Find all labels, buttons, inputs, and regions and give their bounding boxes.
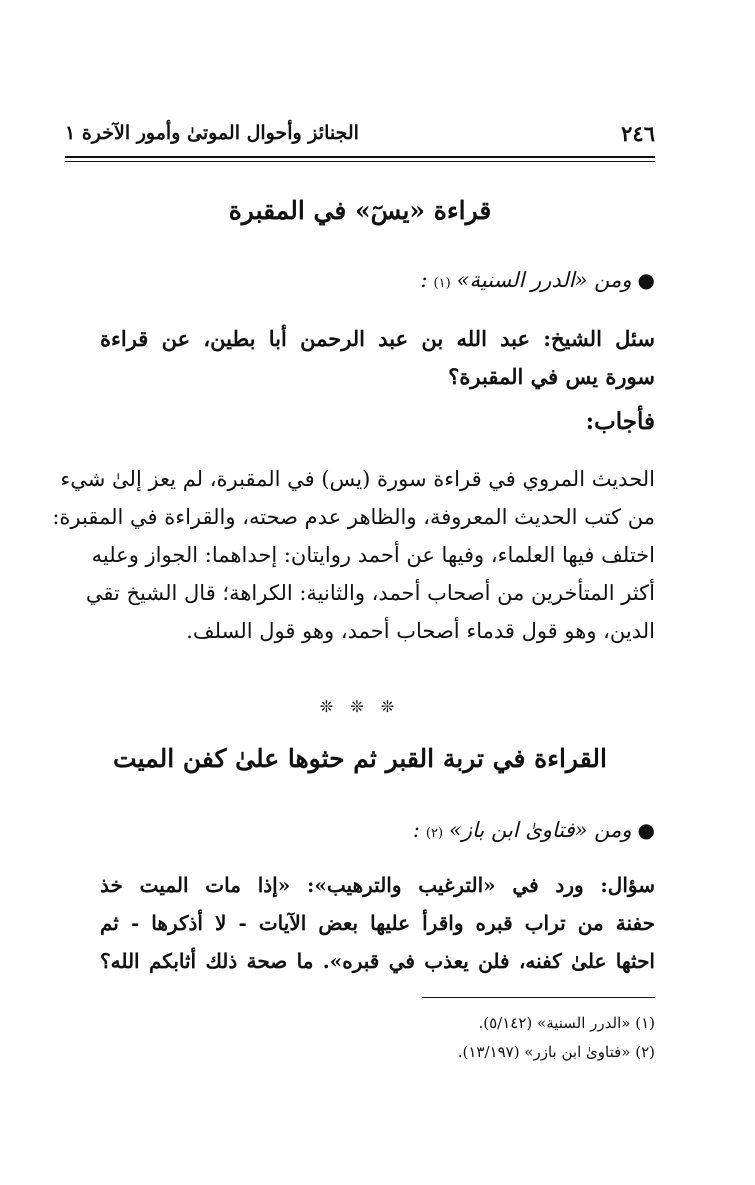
answer-line: الدين، وهو قول قدماء أصحاب أحمد، وهو قول السلف. [186,619,655,643]
question-paragraph-2 [100,866,655,980]
question-line: سورة يس في المقبرة؟ [448,364,655,389]
page-header [65,118,655,148]
source-title: ومن «فتاوىٰ ابن باز» [449,818,632,842]
answer-line: من كتب الحديث المعروفة، والظاهر عدم صحته، والقراءة في المقبرة: [52,505,655,529]
answer-line: اختلف فيها العلماء، وفيها عن أحمد روايتان: إحداهما: الجواز وعليه [91,543,655,567]
source-colon: : [420,268,428,292]
header-rule-thick [65,156,655,158]
section-separator: ❊ ❊ ❊ [319,697,401,716]
source-colon: : [412,818,420,842]
question-paragraph-1 [100,320,655,396]
answer-label: فأجاب: [585,408,655,435]
question-line: حفنة من تراب قبره واقرأ عليها بعض الآيات - لا أذكرها - ثم [100,911,655,935]
source-line-durar [420,268,655,292]
footnote-ref: (٢) [425,826,444,841]
header-rule-thin [65,161,655,162]
bullet-icon: ● [637,268,655,292]
page-number: ٢٤٦ [621,120,655,146]
footnote-rule [422,997,655,998]
section-title-grave-soil: القراءة في تربة القبر ثم حثوها علىٰ كفن الميت [113,744,607,773]
source-line-ibn-baz [413,818,655,842]
answer-line: أكثر المتأخرين من أصحاب أحمد، والثانية: الكراهة؛ قال الشيخ تقي [85,581,655,605]
footnote-1: (١) «الدرر السنية» (٥/١٤٢). [478,1014,655,1032]
question-line: سئل الشيخ: عبد الله بن عبد الرحمن أبا بطين، عن قراءة [100,326,655,351]
answer-paragraph [52,460,655,650]
footnote-ref: (١) [433,276,451,291]
footnote-2: (٢) «فتاوىٰ ابن بازر» (١٣/١٩٧). [457,1043,655,1061]
bullet-icon: ● [637,818,655,842]
section-title-yasin: قراءة «يسٓ» في المقبرة [228,196,492,225]
source-title: ومن «الدرر السنية» [456,268,632,292]
question-line: احثها علىٰ كفنه، فلن يعذب في قبره». ما صحة ذلك أثابكم الله؟ [100,949,655,973]
answer-line: الحديث المروي في قراءة سورة (يس) في المقبرة، لم يعز إلىٰ شيء [60,467,655,491]
question-line: سؤال: ورد في «الترغيب والترهيب»: «إذا مات الميت خذ [100,873,655,897]
running-title: الجنائز وأحوال الموتىٰ وأمور الآخرة ١ [65,122,359,144]
